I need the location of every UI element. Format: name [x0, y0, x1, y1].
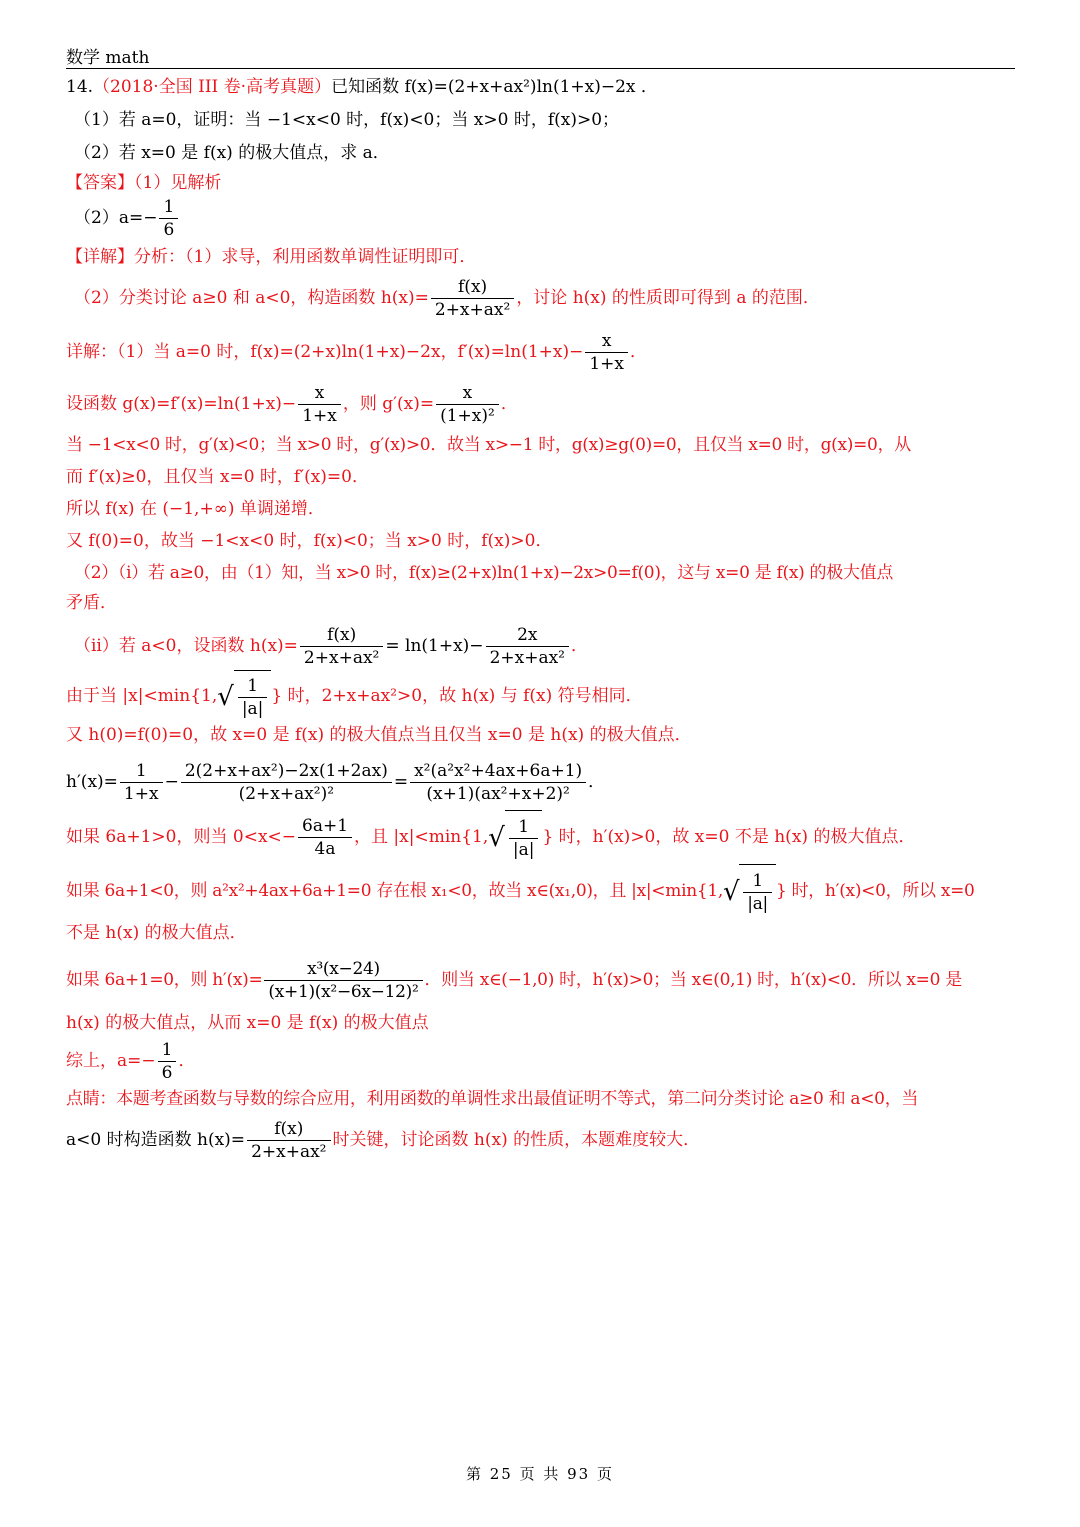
h-prime-fraction3 [410, 760, 586, 805]
fraction-denominator: 2+x+ax² [434, 300, 511, 320]
answer-fraction [159, 196, 178, 241]
solution-line9-mid: = ln(1+x)− [385, 636, 484, 656]
solution-line3: 当 −1<x<0 时，g′(x)<0；当 x>0 时，g′(x)>0．故当 x>−1 时，g(x)≥g(0)=0，且仅当 x=0 时，g(x)=0，从 [66, 435, 911, 455]
page-footer: 第 25 页 共 93 页 [465, 1465, 614, 1483]
solution-line12: h′(x)= $\frac{1}{1+x}$ − $\frac{\text{2(2+x+ax²)−2x(1+2ax)}}{\text{(2+x+ax²)²}}$ = $\frac{\text{x²(a²x²+4ax+6a+1)}}{\text{(x+1)(ax²+x+2)²}}$ ． [66, 761, 606, 804]
fraction-numerator: x [585, 330, 628, 353]
solution-line9: （ii）若 a<0，设函数 h(x)= $\frac{f(x)}{\text{2+x+ax²}}$ = ln(1+x)− $\frac{2x}{\text{2+x+ax²}}$ ． [74, 625, 588, 668]
fraction-denominator: |a| [241, 699, 264, 719]
analysis-text: 分析：（1）求导，利用函数单调性证明即可． [134, 247, 477, 267]
solution-line15: 不是 h(x) 的极大值点． [66, 923, 247, 943]
h-prime-fraction2 [181, 760, 392, 805]
solution-line4: 而 f′(x)≥0，且仅当 x=0 时，f′(x)=0． [66, 467, 369, 487]
fraction-denominator: 6 [161, 1063, 173, 1083]
fraction-numerator: 1 [509, 816, 539, 839]
solution-line2-text: 设函数 g(x)=f′(x)=ln(1+x)− [66, 394, 297, 414]
fraction-numerator: 1 [159, 196, 178, 219]
fraction-denominator: 4a [314, 839, 336, 859]
solution-line9-fraction2 [486, 624, 569, 669]
fraction-numerator: 1 [743, 870, 772, 893]
problem-part1: （1）若 a=0，证明：当 −1<x<0 时，f(x)<0；当 x>0 时，f(x)>0； [74, 110, 620, 130]
comment-line2-prefix: a<0 时构造函数 h(x)= [66, 1130, 246, 1150]
solution-line14 [66, 864, 1015, 918]
analysis-line2-suffix: ，讨论 h(x) 的性质即可得到 a 的范围． [516, 288, 820, 308]
solution-line13-fraction [298, 815, 352, 860]
solution-line11: 又 h(0)=f(0)=0，故 x=0 是 f(x) 的极大值点当且仅当 x=0 是 h(x) 的极大值点． [66, 725, 692, 745]
comment-line2 [66, 1114, 1015, 1166]
fraction-numerator: x [298, 382, 341, 405]
solution-line10-text: 由于当 |x|<min{1, [66, 686, 218, 706]
fraction-numerator: 1 [120, 760, 163, 783]
problem-statement [66, 72, 1015, 102]
analysis-line2 [66, 272, 1015, 324]
radical-sign: √ [488, 822, 505, 853]
fraction-numerator: 1 [158, 1039, 177, 1062]
subject-label: 数学 math [66, 48, 150, 68]
solution-line16-fraction [264, 958, 422, 1003]
solution-line1-text: 详解：（1）当 a=0 时，f(x)=(2+x)ln(1+x)−2x，f′(x)=ln(1+x)− [66, 342, 584, 362]
comment-fraction [247, 1118, 330, 1163]
fraction-denominator: 2+x+ax² [251, 1142, 327, 1162]
solution-line2-fraction2 [436, 382, 499, 427]
solution-line10-suffix: } 时，2+x+ax²>0，故 h(x) 与 f(x) 符号相同． [271, 686, 643, 706]
solution-line13-mid: ，且 |x|<min{1, [354, 827, 489, 847]
analysis-label: 【详解】 [66, 247, 134, 267]
fraction-denominator: 6 [163, 220, 175, 240]
solution-line2-mid: ，则 g′(x)= [342, 394, 435, 414]
solution-line6: 又 f(0)=0，故当 −1<x<0 时，f(x)<0；当 x>0 时，f(x)>0． [66, 531, 553, 551]
answer-part2-prefix: （2）a=− [74, 208, 158, 228]
problem-text: 已知函数 f(x)=(2+x+ax²)ln(1+x)−2x ． [331, 77, 658, 97]
solution-line16-text: 如果 6a+1=0，则 h′(x)= [66, 970, 263, 990]
solution-line1: 详解：（1）当 a=0 时，f(x)=(2+x)ln(1+x)−2x，f′(x)=ln(1+x)− $\frac{x}{1+x}$ ． [66, 331, 648, 374]
solution-line13-text: 如果 6a+1>0，则当 0<x<− [66, 827, 297, 847]
analysis-fraction [431, 276, 514, 321]
solution-line14-suffix: } 时，h′(x)<0，所以 x=0 [775, 881, 975, 901]
fraction-denominator: 1+x [123, 784, 159, 804]
fraction-numerator: x³(x−24) [264, 958, 422, 981]
solution-line18-text: 综上，a=− [66, 1051, 156, 1071]
solution-line18-fraction [158, 1039, 177, 1084]
solution-line2: 设函数 g(x)=f′(x)=ln(1+x)− $\frac{x}{1+x}$ ，则 g′(x)= $\frac{x}{\text{(1+x)²}}$ ． [66, 383, 518, 426]
radical-sign: √ [723, 876, 740, 907]
analysis-line2-prefix: （2）分类讨论 a≥0 和 a<0，构造函数 h(x)= [74, 288, 429, 308]
solution-line2-fraction [298, 382, 341, 427]
fraction-numerator: 2(2+x+ax²)−2x(1+2ax) [181, 760, 392, 783]
problem-part2: （2）若 x=0 是 f(x) 的极大值点，求 a． [74, 143, 390, 163]
comment-line2-suffix: 时关键，讨论函数 h(x) 的性质，本题难度较大． [332, 1130, 701, 1150]
solution-line7: （2）（i）若 a≥0，由（1）知，当 x>0 时，f(x)≥(2+x)ln(1+x)−2x>0=f(0)，这与 x=0 是 f(x) 的极大值点 [74, 563, 894, 583]
problem-number: 14. [66, 77, 94, 97]
fraction-denominator: |a| [512, 840, 535, 860]
solution-line14-text: 如果 6a+1<0，则 a²x²+4ax+6a+1=0 存在根 x₁<0，故当 x∈(x₁,0)，且 |x|<min{1, [66, 881, 723, 901]
fraction-denominator: 1+x [302, 406, 337, 426]
comment-line1: 点睛：本题考查函数与导数的综合应用，利用函数的单调性求出最值证明不等式，第二问分类讨论 a≥0 和 a<0，当 [66, 1089, 919, 1109]
solution-line13-suffix: } 时，h′(x)>0，故 x=0 不是 h(x) 的极大值点． [542, 827, 916, 847]
solution-line10 [66, 670, 1015, 722]
document-body [66, 72, 1015, 1162]
solution-line18: 综上，a=− $\frac{1}{6}$ ． [66, 1040, 196, 1083]
fraction-numerator: 1 [238, 675, 268, 698]
fraction-numerator: x [436, 382, 499, 405]
solution-line1-fraction [585, 330, 628, 375]
fraction-denominator: 1+x [589, 354, 625, 374]
fraction-numerator: f(x) [431, 276, 514, 299]
solution-line5: 所以 f(x) 在 (−1,+∞) 单调递增． [66, 499, 325, 519]
fraction-numerator: 2x [486, 624, 569, 647]
sqrt-expression [488, 810, 542, 865]
solution-line16 [66, 950, 1015, 1010]
answer-line2 [66, 196, 1015, 240]
fraction-denominator: (2+x+ax²)² [238, 784, 335, 804]
problem-source: （2018·全国 III 卷·高考真题） [93, 77, 332, 97]
fraction-denominator: |a| [747, 894, 768, 914]
sqrt-expression [723, 864, 776, 919]
fraction-numerator: f(x) [300, 624, 383, 647]
fraction-denominator: (x+1)(x²−6x−12)² [268, 982, 419, 1002]
fraction-numerator: f(x) [247, 1118, 330, 1141]
analysis-line1 [66, 242, 1015, 272]
radical-sign: √ [217, 681, 234, 712]
answer-line1 [66, 168, 1015, 198]
answer-label: 【答案】 [66, 173, 134, 193]
h-prime-fraction1 [120, 760, 163, 805]
fraction-numerator: 6a+1 [298, 815, 352, 838]
fraction-denominator: 2+x+ax² [303, 648, 380, 668]
solution-line12-text: h′(x)= [66, 772, 118, 792]
solution-line16-suffix: ．则当 x∈(−1,0) 时，h′(x)>0；当 x∈(0,1) 时，h′(x)<0．所以 x=0 是 [424, 970, 962, 990]
solution-line9-text: （ii）若 a<0，设函数 h(x)= [74, 636, 298, 656]
fraction-denominator: (1+x)² [440, 406, 495, 426]
sqrt-expression [217, 670, 271, 723]
solution-line8: 矛盾． [66, 593, 117, 613]
solution-line9-fraction [300, 624, 383, 669]
fraction-denominator: (x+1)(ax²+x+2)² [426, 784, 570, 804]
page-header [66, 42, 1015, 69]
fraction-numerator: x²(a²x²+4ax+6a+1) [410, 760, 586, 783]
solution-line13 [66, 810, 1015, 864]
solution-line17: h(x) 的极大值点，从而 x=0 是 f(x) 的极大值点 [66, 1013, 429, 1033]
fraction-denominator: 2+x+ax² [489, 648, 565, 668]
answer-part1: （1）见解析 [134, 173, 222, 193]
